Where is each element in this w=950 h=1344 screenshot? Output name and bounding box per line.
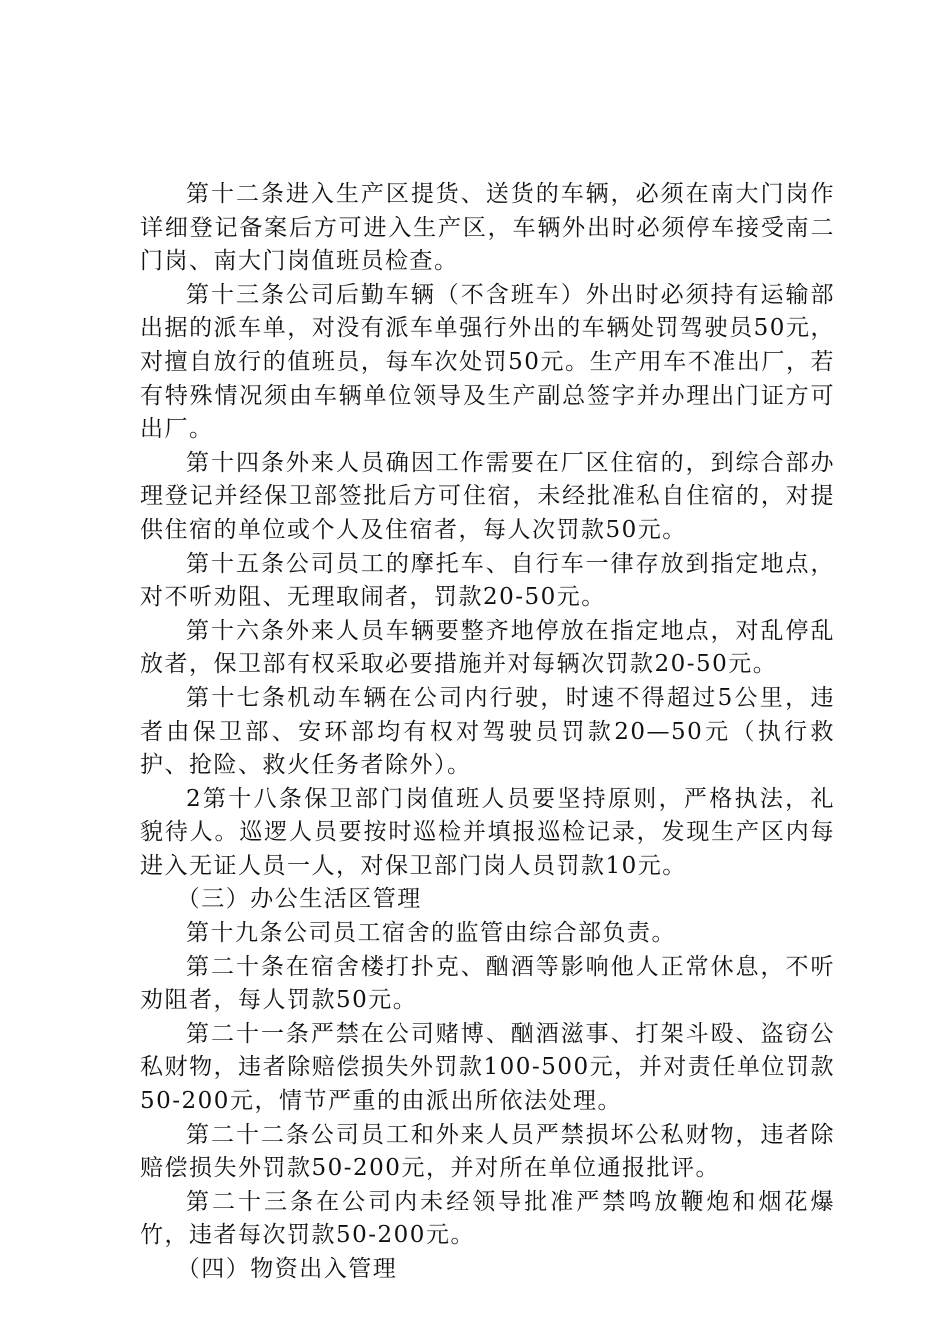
article-12: 第十二条进入生产区提货、送货的车辆，必须在南大门岗作详细登记备案后方可进入生产区，车辆外出时必须停车接受南二门岗、南大门岗值班员检查。: [140, 181, 835, 275]
article-13: 第十三条公司后勤车辆（不含班车）外出时必须持有运输部出据的派车单，对没有派车单强行外出的车辆处罚驾驶员50元，对擅自放行的值班员，每车次处罚50元。生产用车不准出厂，若有特殊情况须由车辆单位领导及生产副总签字并办理出门证方可出厂。: [140, 281, 835, 443]
article-15: 第十五条公司员工的摩托车、自行车一律存放到指定地点，对不听劝阻、无理取闹者，罚款20-50元。: [140, 550, 835, 611]
article-23: 第二十三条在公司内未经领导批准严禁鸣放鞭炮和烟花爆竹，违者每次罚款50-200元。: [140, 1188, 835, 1249]
article-16: 第十六条外来人员车辆要整齐地停放在指定地点，对乱停乱放者，保卫部有权采取必要措施并对每辆次罚款20-50元。: [140, 617, 835, 678]
article-19: 第十九条公司员工宿舍的监管由综合部负责。: [186, 920, 676, 947]
section-heading-office-living-area: （三）办公生活区管理: [176, 886, 422, 913]
article-18: 2第十八条保卫部门岗值班人员要坚持原则，严格执法，礼貌待人。巡逻人员要按时巡检并填报巡检记录，发现生产区内每进入无证人员一人，对保卫部门岗人员罚款10元。: [140, 785, 835, 879]
article-20: 第二十条在宿舍楼打扑克、酗酒等影响他人正常休息，不听劝阻者，每人罚款50元。: [140, 953, 835, 1014]
document-body: [140, 178, 835, 1287]
article-22: 第二十二条公司员工和外来人员严禁损坏公私财物，违者除赔偿损失外罚款50-200元，并对所在单位通报批评。: [140, 1121, 835, 1182]
article-17: 第十七条机动车辆在公司内行驶，时速不得超过5公里，违者由保卫部、安环部均有权对驾驶员罚款20—50元（执行救护、抢险、救火任务者除外）。: [140, 684, 835, 779]
section-heading-materials-management: （四）物资出入管理: [176, 1256, 398, 1282]
article-21: 第二十一条严禁在公司赌博、酗酒滋事、打架斗殴、盗窃公私财物，违者除赔偿损失外罚款100-500元，并对责任单位罚款50-200元，情节严重的由派出所依法处理。: [140, 1020, 835, 1115]
article-14: 第十四条外来人员确因工作需要在厂区住宿的，到综合部办理登记并经保卫部签批后方可住宿，未经批准私自住宿的，对提供住宿的单位或个人及住宿者，每人次罚款50元。: [140, 449, 835, 543]
